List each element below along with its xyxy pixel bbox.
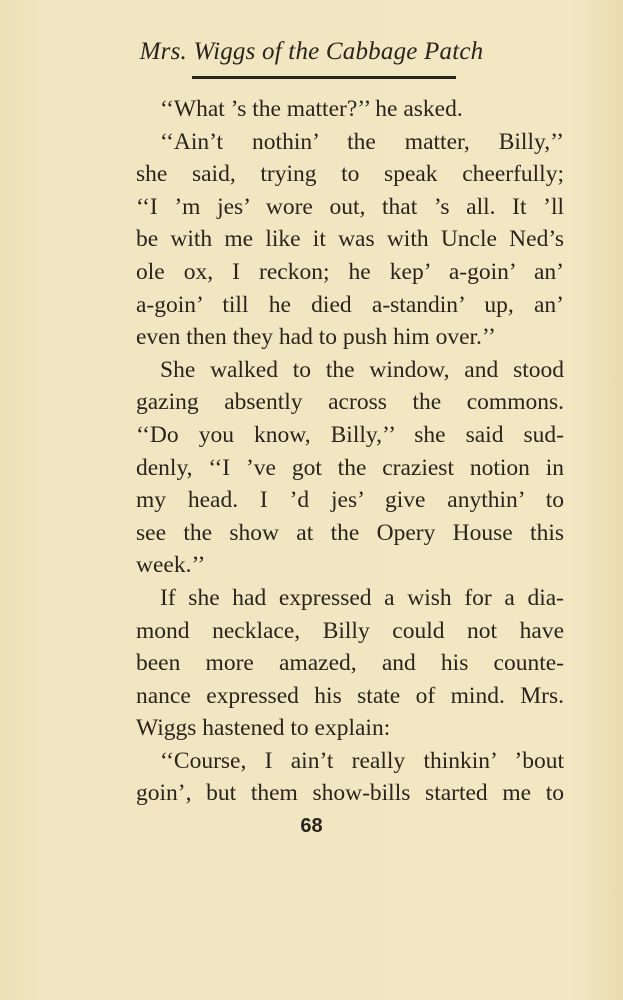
text-line: ‘‘I ’m jes’ wore out, that ’s all. It ’ll: [136, 193, 564, 220]
text-line: even then they had to push him over.’’: [136, 324, 496, 351]
text-line: mond necklace, Billy could not have: [136, 617, 564, 644]
text-line: ‘‘Course, I ain’t really thinkin’ ’bout: [160, 747, 564, 774]
text-line: a-goin’ till he died a-standin’ up, an’: [136, 291, 564, 318]
page-number: 68: [300, 815, 323, 837]
text-line: ole ox, I reckon; he kep’ a-goin’ an’: [136, 258, 564, 285]
text-line: denly, ‘‘I ’ve got the craziest notion in: [136, 454, 564, 481]
text-line: my head. I ’d jes’ give anythin’ to: [136, 487, 564, 514]
text-line: be with me like it was with Uncle Ned’s: [136, 226, 564, 253]
text-line: She walked to the window, and stood: [160, 356, 564, 383]
text-line: nance expressed his state of mind. Mrs.: [136, 682, 564, 709]
text-line: goin’, but them show-bills started me to: [136, 780, 564, 807]
text-line: Wiggs hastened to explain:: [136, 715, 391, 742]
body-text: [136, 93, 564, 810]
text-line: been more amazed, and his counte-: [136, 650, 564, 677]
text-line: week.’’: [136, 552, 206, 579]
text-line: ‘‘Ain’t nothin’ the matter, Billy,’’: [160, 128, 564, 155]
text-line: she said, trying to speak cheerfully;: [136, 161, 564, 188]
text-line: ‘‘What ’s the matter?’’ he asked.: [160, 96, 463, 122]
text-line: see the show at the Opery House this: [136, 519, 564, 546]
header-rule: [192, 76, 456, 79]
running-head: Mrs. Wiggs of the Cabbage Patch: [139, 38, 484, 65]
text-line: ‘‘Do you know, Billy,’’ she said sud-: [136, 421, 564, 448]
text-line: If she had expressed a wish for a dia-: [160, 584, 564, 611]
text-line: gazing absently across the commons.: [136, 389, 564, 416]
